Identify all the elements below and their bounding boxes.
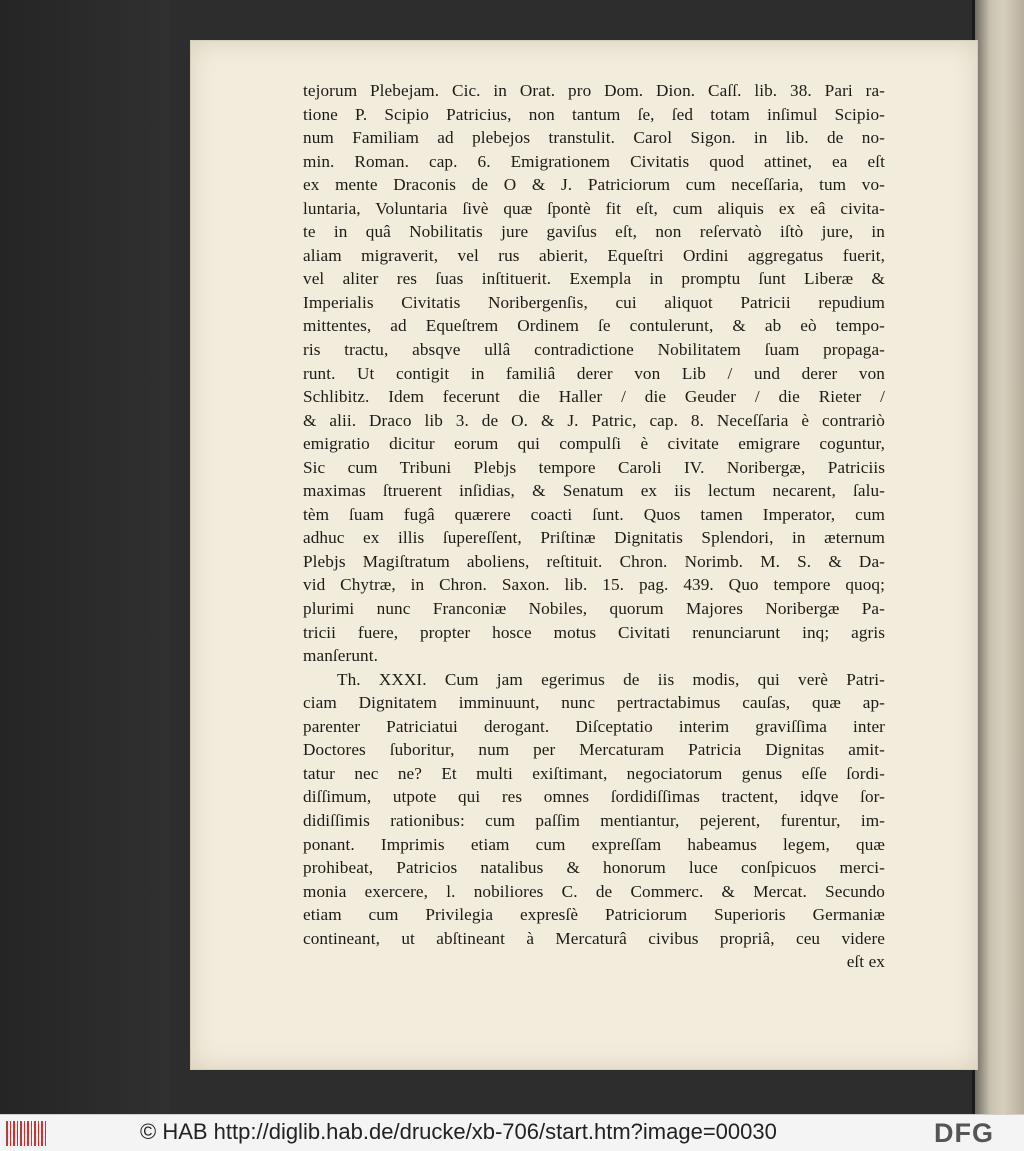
viewer-background — [0, 0, 170, 1114]
text-line: luntaria, Voluntaria ſivè quæ ſpontè fit eſt, cum aliquis ex eâ civita- — [303, 198, 885, 218]
text-line: Sic cum Tribuni Plebjs tempore Caroli IV. Noribergæ, Patriciis — [303, 457, 885, 477]
text-line: & alii. Draco lib 3. de O. & J. Patric, cap. 8. Neceſſaria è contrariò — [303, 410, 885, 430]
text-line: mittentes, ad Equeſtrem Ordinem ſe contulerunt, & ab eò tempo- — [303, 316, 885, 336]
text-line: ex mente Draconis de O & J. Patriciorum cum neceſſaria, tum vo- — [303, 175, 885, 195]
text-line: vel aliter res ſuas inſtituerit. Exempla in promptu ſunt Liberæ & — [303, 269, 885, 289]
text-line: aliam migraverit, vel rus abierit, Equeſtri Ordini aggregatus fuerit, — [303, 245, 885, 265]
text-line: ciam Dignitatem imminuunt, nunc pertractabimus cauſas, quæ ap- — [303, 693, 885, 713]
text-line: parenter Patriciatui derogant. Diſceptatio interim graviſſima inter — [303, 716, 885, 736]
text-line: prohibeat, Patricios natalibus & honorum luce conſpicuos merci- — [303, 858, 885, 878]
source-url[interactable]: © HAB http://diglib.hab.de/drucke/xb-706/start.htm?image=00030 — [140, 1119, 777, 1144]
text-line: contineant, ut abſtineant à Mercaturâ civibus propriâ, ceu videre — [303, 928, 885, 948]
text-line: monia exercere, l. nobiliores C. de Commerc. & Mercat. Secundo — [303, 881, 885, 901]
text-line: tejorum Plebejam. Cic. in Orat. pro Dom. Dion. Caſſ. lib. 38. Pari ra- — [303, 81, 885, 100]
text-line: diſſimum, utpote qui res omnes ſordidiſſimas tractent, idqve ſor- — [303, 787, 885, 807]
text-line: tatur nec ne? Et multi exiſtimant, negociatorum genus eſſe ſordi- — [303, 763, 885, 783]
text-line: Th. XXXI. Cum jam egerimus de iis modis, qui verè Patri- — [337, 669, 885, 689]
text-line: runt. Ut contigit in familiâ derer von Lib / und derer von — [303, 363, 885, 383]
text-line: tricii fuere, propter hosce motus Civitati renunciarunt inq; agris — [303, 622, 885, 642]
text-line: te in quâ Nobilitatis jure gaviſus eſt, non reſervatò iſtò jure, in — [303, 222, 885, 242]
text-line: Imperialis Civitatis Noribergenſis, cui aliquot Patricii repudium — [303, 292, 885, 312]
text-line: Schlibitz. Idem fecerunt die Haller / die Geuder / die Rieter / — [303, 387, 885, 407]
scanned-page — [190, 40, 978, 1070]
text-line: ponant. Imprimis etiam cum expreſſam habeamus legem, quæ — [303, 834, 885, 854]
dfg-logo: DFG — [934, 1118, 994, 1148]
text-line: Plebjs Magiſtratum aboliens, reſtituit. Chron. Norimb. M. S. & Da- — [303, 551, 885, 571]
text-line: tione P. Scipio Patricius, non tantum ſe, ſed totam inſimul Scipio- — [303, 104, 885, 124]
catchword: eſt ex — [846, 952, 885, 972]
text-line: num Familiam ad plebejos transtulit. Carol Sigon. in lib. de no- — [303, 128, 885, 148]
text-line: plurimi nunc Franconiæ Nobiles, quorum Majores Noribergæ Pa- — [303, 599, 885, 619]
text-line: ris tractu, absqve ullâ contradictione Nobilitatem ſuam propaga- — [303, 340, 885, 360]
text-line: emigratio dicitur eorum qui compulſi è civitate emigrare coguntur, — [303, 434, 885, 454]
text-line: maximas ſtruerent inſidias, & Senatum ex iis lectum necarent, ſalu- — [303, 481, 885, 501]
text-line: etiam cum Privilegia expresſè Patriciorum Superioris Germaniæ — [303, 905, 885, 925]
text-line: didiſſimis rationibus: cum paſſim mentiantur, pejerent, furentur, im- — [303, 810, 885, 830]
adjacent-page-edge — [972, 0, 1024, 1114]
footer-bar — [0, 1114, 1024, 1151]
text-line: vid Chytræ, in Chron. Saxon. lib. 15. pag. 439. Quo tempore quoq; — [303, 575, 885, 595]
barcode-icon — [6, 1121, 46, 1146]
text-line: tèm ſuam fugâ quærere coacti ſunt. Quos tamen Imperator, cum — [303, 504, 885, 524]
text-line: adhuc ex illis ſupereſſent, Priſtinæ Dignitatis Splendori, in æternum — [303, 528, 885, 548]
text-line: min. Roman. cap. 6. Emigrationem Civitatis quod attinet, ea eſt — [303, 151, 885, 171]
page-text — [303, 79, 885, 974]
text-line: Doctores ſuboritur, num per Mercaturam Patricia Dignitas amit- — [303, 740, 885, 760]
text-line: manſerunt. — [303, 646, 378, 666]
